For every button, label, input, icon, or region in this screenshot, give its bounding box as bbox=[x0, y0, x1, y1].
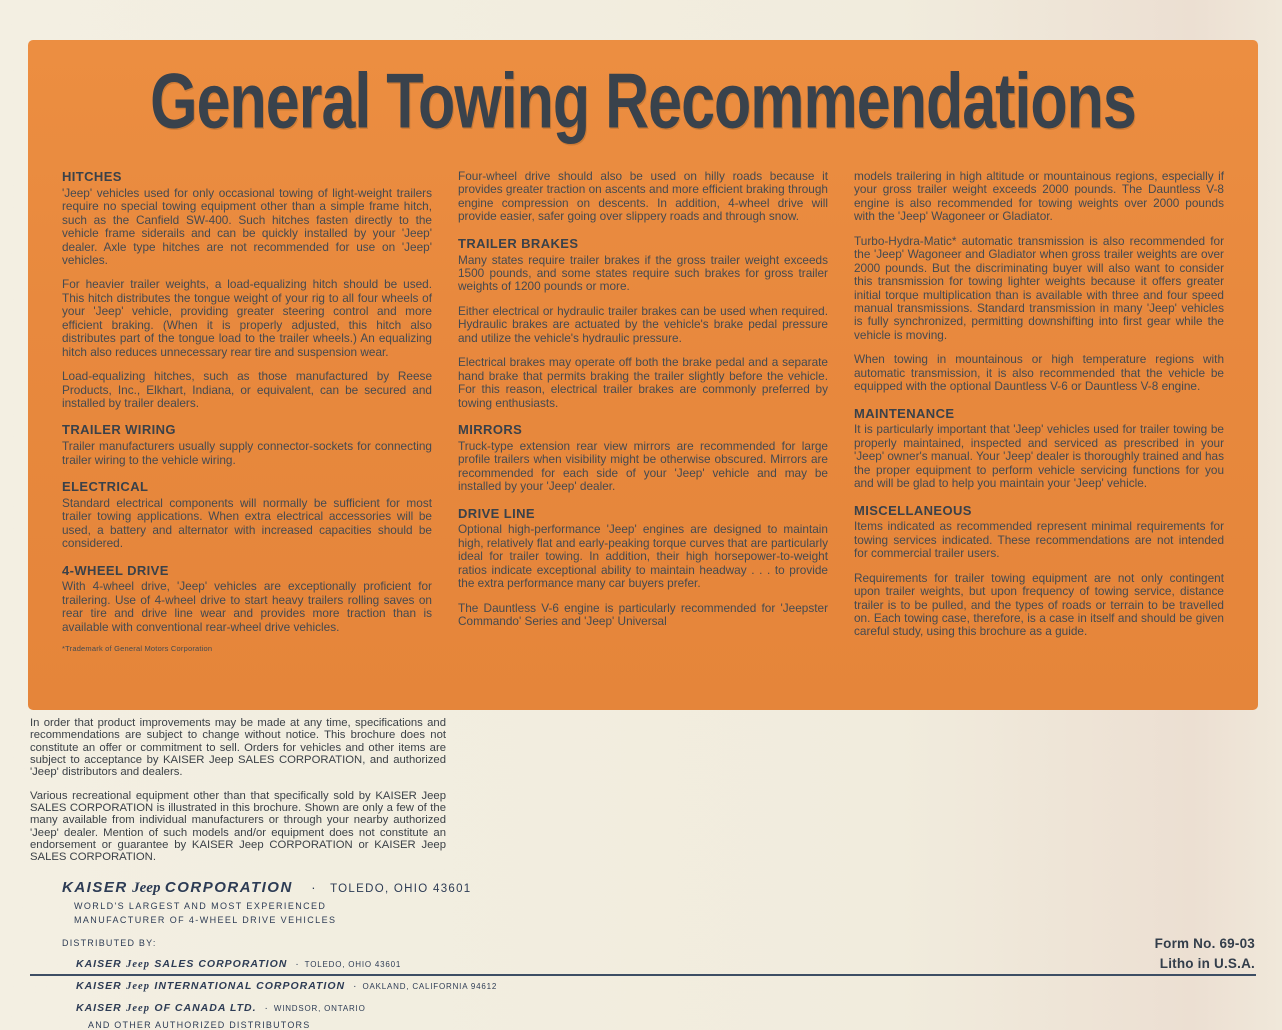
kaiser-wordmark: KAISER bbox=[62, 879, 128, 896]
corporation-wordmark: CORPORATION bbox=[164, 879, 293, 896]
body-paragraph: Items indicated as recommended represent minimal requirements for towing services indicated. These recommendations are not intended for commercial trailer users. bbox=[854, 519, 1224, 561]
jeep-wordmark: Jeep bbox=[126, 959, 150, 970]
text-column-3 bbox=[854, 170, 1224, 654]
text-column-2 bbox=[458, 170, 828, 654]
separator-dot: · bbox=[353, 981, 357, 992]
orange-panel bbox=[28, 40, 1258, 710]
body-paragraph: Many states require trailer brakes if the gross trailer weight exceeds 1500 pounds, and some states require such brakes for gross trailer weights of 1200 pounds or more. bbox=[458, 252, 828, 294]
body-paragraph: Turbo-Hydra-Matic* automatic transmission is also recommended for the 'Jeep' Wagoneer and Gladiator when gross trailer weights are over 2000 pounds. But the discriminating buyer will also want to consider this transmission for towing lighter weights because it offers greater initial torque multiplication than is available with three and four speed manual transmissions. Standard transmission in many 'Jeep' vehicles is fully synchronized, permitting downshifting into first gear while the vehicle is moving. bbox=[854, 233, 1224, 342]
body-paragraph: When towing in mountainous or high temperature regions with automatic transmission, it is also recommended that the vehicle be equipped with the optional Dauntless V-6 or Dauntless V-8 engine. bbox=[854, 352, 1224, 394]
columns bbox=[28, 156, 1258, 654]
text-column-1 bbox=[62, 170, 432, 654]
body-paragraph: Either electrical or hydraulic trailer brakes can be used when required. Hydraulic brakes are actuated by the vehicle's brake pedal pressure and utilize the vehicle's hydraulic pressure. bbox=[458, 303, 828, 345]
section-heading: DRIVE LINE bbox=[458, 505, 535, 521]
section-heading: ELECTRICAL bbox=[62, 479, 149, 495]
body-paragraph: Truck-type extension rear view mirrors are recommended for large profile trailers when visibility might be otherwise obscured. Mirrors are recommended for each side of your 'Jeep' vehicle and may be installed by your 'Jeep' dealer. bbox=[458, 438, 828, 494]
body-paragraph: For heavier trailer weights, a load-equalizing hitch should be used. This hitch distributes the tongue weight of your rig to all four wheels of your 'Jeep' vehicle, providing greater steering control and more efficient braking. (When it is properly adjusted, this hitch also distributes part of the tongue load to the trailer wheels.) An equalizing hitch also reduces unnecessary rear tire and suspension wear. bbox=[62, 277, 432, 359]
distributor-line bbox=[76, 998, 497, 1016]
distributor-location: WINDSOR, ONTARIO bbox=[273, 1004, 366, 1013]
distributor-location: OAKLAND, CALIFORNIA 94612 bbox=[362, 982, 498, 991]
separator-dot: · bbox=[264, 1003, 268, 1014]
separator-dot: · bbox=[311, 880, 316, 895]
body-paragraph: Optional high-performance 'Jeep' engines are designed to maintain high, relatively flat and early-peaking torque curves that are particularly ideal for trailer towing. In addition, their high horsepower-to-weight ratios indicate exceptional ability to maintain headway . . . to provide the extra performance many car buyers prefer. bbox=[458, 522, 828, 591]
body-paragraph: models trailering in high altitude or mountainous regions, especially if your gross trailer weight exceeds 2000 pounds. The Dauntless V-8 engine is also recommended for towing weights over 2000 pounds with the 'Jeep' Wagoneer or Gladiator. bbox=[854, 169, 1224, 224]
body-paragraph: Requirements for trailer towing equipment are not only contingent upon trailer weights, but upon frequency of towing service, distance trailer is to be pulled, and the types of roads or terrain to be travelled on. Each towing case, therefore, is a case in itself and should be given careful study, using this brochure as a guide. bbox=[854, 570, 1224, 639]
section-heading: HITCHES bbox=[62, 169, 122, 184]
body-paragraph: 'Jeep' vehicles used for only occasional towing of light-weight trailers require no special towing equipment other than a simple frame hitch, such as the Canfield SW-400. Such hitches fasten directly to the vehicle frame siderails and can be quickly installed by your 'Jeep' dealer. Axle type hitches are not recommended for use on 'Jeep' vehicles. bbox=[62, 185, 432, 267]
litho-note: Litho in U.S.A. bbox=[1159, 956, 1255, 972]
jeep-wordmark: Jeep bbox=[126, 981, 150, 992]
form-number: Form No. 69-03 bbox=[1154, 936, 1255, 951]
section-heading: TRAILER BRAKES bbox=[458, 235, 579, 251]
form-info bbox=[1155, 934, 1255, 975]
distributor-location: TOLEDO, OHIO 43601 bbox=[304, 960, 402, 969]
disclaimer-paragraph: Various recreational equipment other than that specifically sold by KAISER Jeep SALES CORPORATION is illustrated in this brochure. Shown are only a few of the many available from individual manufacturers or through your nearby authorized 'Jeep' dealer. Mention of such models and/or equipment does not constitute an endorsement or guarantee by KAISER Jeep CORPORATION or KAISER Jeep SALES CORPORATION. bbox=[30, 789, 446, 864]
kaiser-wordmark: KAISER bbox=[76, 1002, 122, 1014]
company-location: TOLEDO, OHIO 43601 bbox=[330, 883, 472, 895]
body-paragraph: Standard electrical components will normally be sufficient for most trailer towing applications. When extra electrical accessories will be used, a battery and alternator with increased capacities should be considered. bbox=[62, 495, 432, 551]
disclaimer-paragraph: In order that product improvements may be made at any time, specifications and recommendations are subject to change without notice. This brochure does not constitute an offer or commitment to sell. Orders for vehicles and other items are subject to acceptance by KAISER Jeep SALES CORPORATION, and authorized 'Jeep' distributors and dealers. bbox=[30, 717, 446, 779]
section-heading: MISCELLANEOUS bbox=[854, 502, 972, 518]
distributor-list bbox=[76, 954, 497, 1016]
tagline-line1: WORLD'S LARGEST AND MOST EXPERIENCED bbox=[74, 901, 327, 911]
company-line bbox=[62, 879, 497, 897]
body-paragraph: Four-wheel drive should also be used on hilly roads because it provides greater traction on ascents and more efficient braking through engine compression on descents. In addition, 4-wheel drive will provide easier, safer going over slippery roads and through snow. bbox=[458, 169, 828, 224]
title-wrap bbox=[28, 40, 1258, 156]
distributor-name: SALES CORPORATION bbox=[154, 958, 288, 970]
page-title: General Towing Recommendations bbox=[150, 57, 1136, 145]
tagline-line2: MANUFACTURER OF 4-WHEEL DRIVE VEHICLES bbox=[74, 915, 337, 925]
section-heading: MIRRORS bbox=[458, 421, 523, 437]
body-paragraph: Electrical brakes may operate off both the brake pedal and a separate hand brake that permits braking the trailer slightly before the vehicle. For this reason, electrical trailer brakes are commonly preferred by towing enthusiasts. bbox=[458, 355, 828, 410]
body-paragraph: Trailer manufacturers usually supply connector-sockets for connecting trailer wiring to the vehicle wiring. bbox=[62, 439, 432, 467]
body-paragraph: Load-equalizing hitches, such as those manufactured by Reese Products, Inc., Elkhart, Indiana, or equivalent, can be secured and installed by trailer dealers. bbox=[62, 369, 432, 410]
section-heading: MAINTENANCE bbox=[854, 405, 955, 421]
separator-dot: · bbox=[295, 959, 299, 970]
distributor-line bbox=[76, 954, 497, 972]
body-paragraph: It is particularly important that 'Jeep' vehicles used for trailer towing be properly maintained, inspected and serviced as prescribed in your 'Jeep' owner's manual. Your 'Jeep' dealer is thoroughly trained and has the proper equipment to perform vehicle servicing functions for you and will be glad to help you maintain your 'Jeep' vehicle. bbox=[854, 422, 1224, 491]
section-heading: 4-WHEEL DRIVE bbox=[62, 562, 169, 578]
trademark-footnote: *Trademark of General Motors Corporation bbox=[62, 644, 213, 654]
bottom-rule bbox=[30, 974, 1256, 976]
distributor-name: OF CANADA LTD. bbox=[154, 1002, 257, 1014]
kaiser-wordmark: KAISER bbox=[76, 958, 122, 970]
distributors-note: AND OTHER AUTHORIZED DISTRIBUTORS bbox=[88, 1020, 311, 1030]
footer-company-block bbox=[62, 879, 497, 1030]
jeep-wordmark: Jeep bbox=[126, 1003, 150, 1014]
distributor-line bbox=[76, 976, 497, 994]
jeep-wordmark: Jeep bbox=[132, 880, 161, 896]
disclaimer bbox=[30, 717, 446, 874]
distributed-by-label: DISTRIBUTED BY: bbox=[62, 938, 157, 948]
distributor-name: INTERNATIONAL CORPORATION bbox=[154, 980, 346, 992]
body-paragraph: The Dauntless V-6 engine is particularly recommended for 'Jeepster Commando' Series and 'Jeep' Universal bbox=[458, 600, 828, 628]
section-heading: TRAILER WIRING bbox=[62, 422, 176, 438]
kaiser-wordmark: KAISER bbox=[76, 980, 122, 992]
body-paragraph: With 4-wheel drive, 'Jeep' vehicles are exceptionally proficient for trailering. Use of 4-wheel drive to start heavy trailers rolling saves on rear tire and drive line wear and provides more traction than is available with conventional rear-wheel drive vehicles. bbox=[62, 579, 432, 634]
